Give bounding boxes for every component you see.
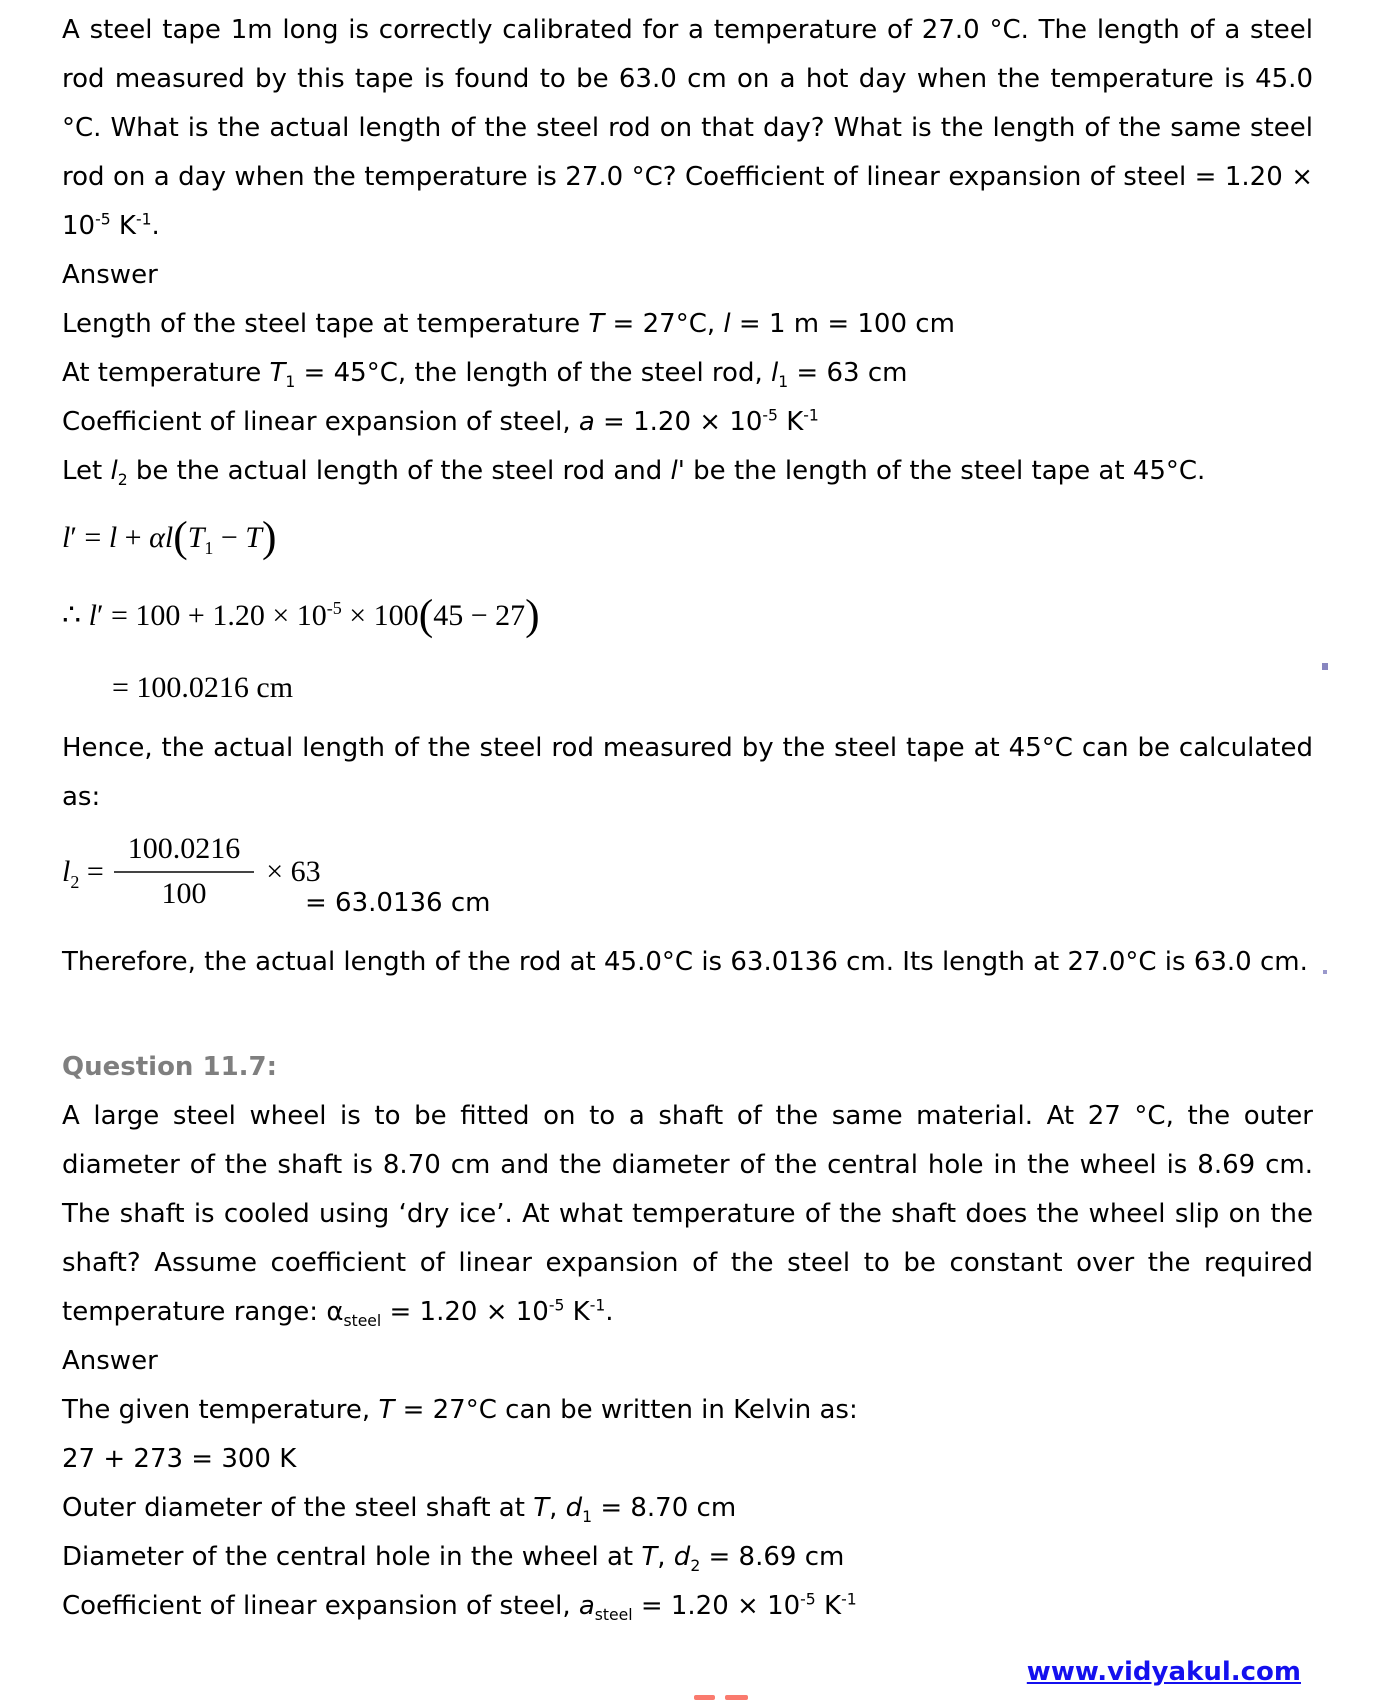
given-line-let-definition: Let $l_2$ be the actual length of the steel rod and l' be the length of the steel tape at 45°C. xyxy=(62,456,1206,490)
given-line-rod-length: At temperature $T_1 = 45^\circ C$, the length of the steel rod, $l_1 = 63$ cm xyxy=(62,358,908,392)
stray-scan-mark xyxy=(1323,970,1327,974)
hence-text: Hence, the actual length of the steel rod measured by the steel tape at 45°C can be calculated as: xyxy=(62,733,1313,813)
equation-tape-length-result: = 100.0216 cm xyxy=(112,671,294,705)
equation-actual-rod-length xyxy=(62,832,1313,932)
equation-rod-length-result: = 63.0136 cm xyxy=(305,888,491,919)
given-line-shaft-diameter: Outer diameter of the steel shaft at T, $d_1 = 8.70$ cm xyxy=(62,1493,737,1527)
equation-length-expansion: $l' = l + \alpha l(T_1 - T)$ xyxy=(62,513,277,562)
fraction xyxy=(114,832,255,911)
therefore-text: Therefore, the actual length of the rod at 45.0°C is 63.0136 cm. Its length at 27.0°C is 63.0 cm. xyxy=(62,947,1308,978)
given-line-steel-coefficient: Coefficient of linear expansion of steel, $a_{steel} = 1.20 \times 10^{-5}$ $K^{-1}$ xyxy=(62,1590,857,1625)
equation-rhs: × 63 xyxy=(266,854,321,888)
answer-label-11-6: Answer xyxy=(62,260,158,290)
equation-substituted-values: ∴ $l' = 100 + 1.20 \times 10^{-5} \times 100(45 - 27)$ xyxy=(62,591,540,640)
question-11-7-text: A large steel wheel is to be fitted on to a shaft of the same material. At 27 °C, the outer diameter of the shaft is 8.70 cm and the diameter of the central hole in the wheel is 8.69 cm. The shaft is cooled using ‘dry ice’. At what temperature of the shaft does the wheel slip on the shaft? Assume coefficient of linear expansion of the steel to be constant over the required temperature range: $\alpha_{steel} = 1.20 \times 10^{-5}$ $K^{-1}$. xyxy=(62,1101,1313,1331)
fraction-denominator: 100 xyxy=(161,877,207,911)
spellcheck-underline-mark xyxy=(725,1695,748,1700)
given-line-tape-length: Length of the steel tape at temperature T = 27°C, l = 1 m = 100 cm xyxy=(62,309,955,339)
fraction-numerator: 100.0216 xyxy=(114,832,255,873)
stray-scan-mark xyxy=(1322,663,1328,670)
given-line-hole-diameter: Diameter of the central hole in the wheel at T, $d_2 = 8.69$ cm xyxy=(62,1542,845,1576)
vidyakul-website-link[interactable]: www.vidyakul.com xyxy=(1026,1657,1301,1687)
given-line-temperature-kelvin: The given temperature, T = 27°C can be written in Kelvin as: xyxy=(62,1395,858,1426)
spellcheck-underline-mark xyxy=(694,1695,715,1700)
equation-lhs: $l_2$ = xyxy=(62,854,104,892)
question-11-7-heading: Question 11.7: xyxy=(62,1052,278,1083)
answer-label-11-7: Answer xyxy=(62,1346,158,1377)
question-11-6-text: A steel tape 1m long is correctly calibrated for a temperature of 27.0 °C. The length of a steel rod measured by this tape is found to be 63.0 cm on a hot day when the temperature is 45.0 °C. What is the actual length of the steel rod on that day? What is the length of the same steel rod on a day when the temperature is 27.0 °C? Coefficient of linear expansion of steel = $1.20 \times 10^{-5}$ $K^{-1}$. xyxy=(62,15,1313,241)
given-line-kelvin-sum: 27 + 273 = 300 K xyxy=(62,1444,297,1475)
given-line-expansion-coefficient: Coefficient of linear expansion of steel, $a = 1.20 \times 10^{-5}$ $K^{-1}$ xyxy=(62,406,819,437)
